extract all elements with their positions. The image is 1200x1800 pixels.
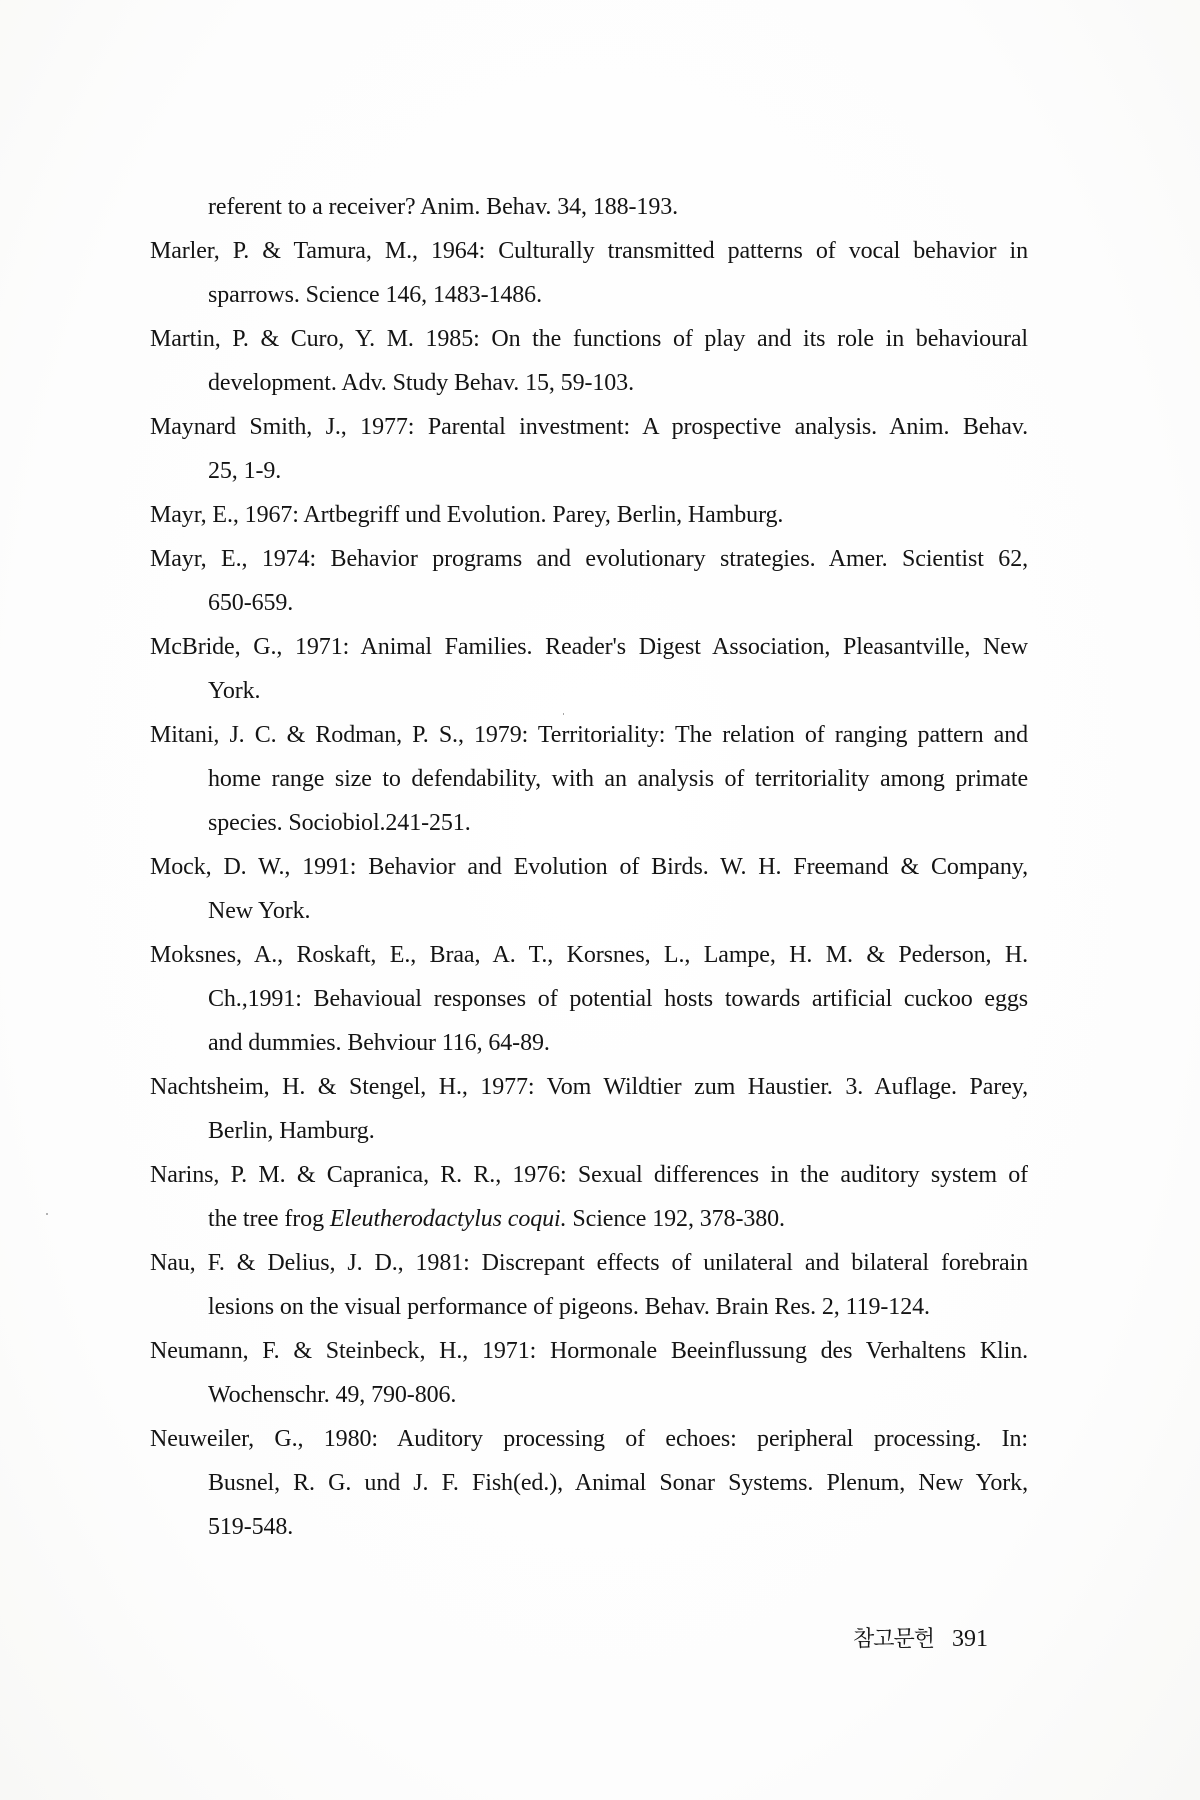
reference-entry-mitani-1979-cont2: species. Sociobiol.241-251. xyxy=(208,810,471,836)
reference-entry-nachtsheim-1977: Nachtsheim, H. & Stengel, H., 1977: Vom Wildtier zum Haustier. 3. Auflage. Parey, xyxy=(150,1074,1028,1100)
reference-entry-mock-1991-cont: New York. xyxy=(208,898,311,924)
reference-entry-mitani-1979: Mitani, J. C. & Rodman, P. S., 1979: Territoriality: The relation of ranging pattern and xyxy=(150,722,1028,748)
reference-entry-maynard-smith-1977: Maynard Smith, J., 1977: Parental investment: A prospective analysis. Anim. Behav. xyxy=(150,414,1028,440)
reference-entry-maynard-smith-1977-cont: 25, 1-9. xyxy=(208,458,282,484)
reference-entry-marler-1964: Marler, P. & Tamura, M., 1964: Culturally transmitted patterns of vocal behavior in xyxy=(150,238,1028,264)
reference-entry-nachtsheim-1977-cont: Berlin, Hamburg. xyxy=(208,1118,375,1144)
page-footer xyxy=(853,1622,988,1653)
reference-entry-mayr-1967: Mayr, E., 1967: Artbegriff und Evolution. Parey, Berlin, Hamburg. xyxy=(150,502,784,528)
reference-entry-mayr-1974-cont: 650-659. xyxy=(208,590,294,616)
reference-entry-neumann-1971: Neumann, F. & Steinbeck, H., 1971: Hormonale Beeinflussung des Verhaltens Klin. xyxy=(150,1338,1028,1364)
reference-entry-moksnes-1991-cont2: and dummies. Behviour 116, 64-89. xyxy=(208,1030,550,1056)
reference-entry-martin-1985: Martin, P. & Curo, Y. M. 1985: On the functions of play and its role in behavioural xyxy=(150,326,1028,352)
reference-entry-marler-1964-cont: sparrows. Science 146, 1483-1486. xyxy=(208,282,542,308)
text-run: Science 192, 378-380. xyxy=(566,1206,785,1232)
species-name-italic: Eleutherodactylus coqui. xyxy=(329,1206,567,1232)
scan-speck xyxy=(46,1213,48,1215)
reference-entry-continuation: referent to a receiver? Anim. Behav. 34, 188-193. xyxy=(208,194,679,220)
page-number: 391 xyxy=(952,1626,989,1652)
reference-entry-neuweiler-1980-cont: Busnel, R. G. und J. F. Fish(ed.), Animal Sonar Systems. Plenum, New York, xyxy=(208,1470,1028,1496)
text-run: the tree frog xyxy=(208,1206,330,1232)
reference-entry-nau-1981: Nau, F. & Delius, J. D., 1981: Discrepant effects of unilateral and bilateral forebrain xyxy=(150,1250,1028,1276)
reference-entry-narins-1976: Narins, P. M. & Capranica, R. R., 1976: Sexual differences in the auditory system of xyxy=(150,1162,1028,1188)
reference-entry-narins-1976-cont xyxy=(208,1204,1028,1234)
reference-entry-neuweiler-1980: Neuweiler, G., 1980: Auditory processing of echoes: peripheral processing. In: xyxy=(150,1426,1028,1452)
reference-entry-mcbride-1971-cont: York. xyxy=(208,678,261,704)
running-footer-section-title: 참고문헌 xyxy=(853,1627,935,1652)
reference-entry-nau-1981-cont: lesions on the visual performance of pigeons. Behav. Brain Res. 2, 119-124. xyxy=(208,1294,930,1320)
reference-entry-mayr-1974: Mayr, E., 1974: Behavior programs and evolutionary strategies. Amer. Scientist 62, xyxy=(150,546,1028,572)
reference-entry-mitani-1979-cont: home range size to defendability, with an analysis of territoriality among primate xyxy=(208,766,1028,792)
reference-entry-neumann-1971-cont: Wochenschr. 49, 790-806. xyxy=(208,1382,457,1408)
reference-entry-mock-1991: Mock, D. W., 1991: Behavior and Evolution of Birds. W. H. Freemand & Company, xyxy=(150,854,1028,880)
reference-entry-neuweiler-1980-cont2: 519-548. xyxy=(208,1514,294,1540)
reference-entry-mcbride-1971: McBride, G., 1971: Animal Families. Reader's Digest Association, Pleasantville, New xyxy=(150,634,1028,660)
reference-entry-moksnes-1991: Moksnes, A., Roskaft, E., Braa, A. T., Korsnes, L., Lampe, H. M. & Pederson, H. xyxy=(150,942,1028,968)
reference-entry-moksnes-1991-cont: Ch.,1991: Behavioual responses of potential hosts towards artificial cuckoo eggs xyxy=(208,986,1028,1012)
reference-entry-martin-1985-cont: development. Adv. Study Behav. 15, 59-103. xyxy=(208,370,634,396)
scan-speck xyxy=(563,713,564,715)
